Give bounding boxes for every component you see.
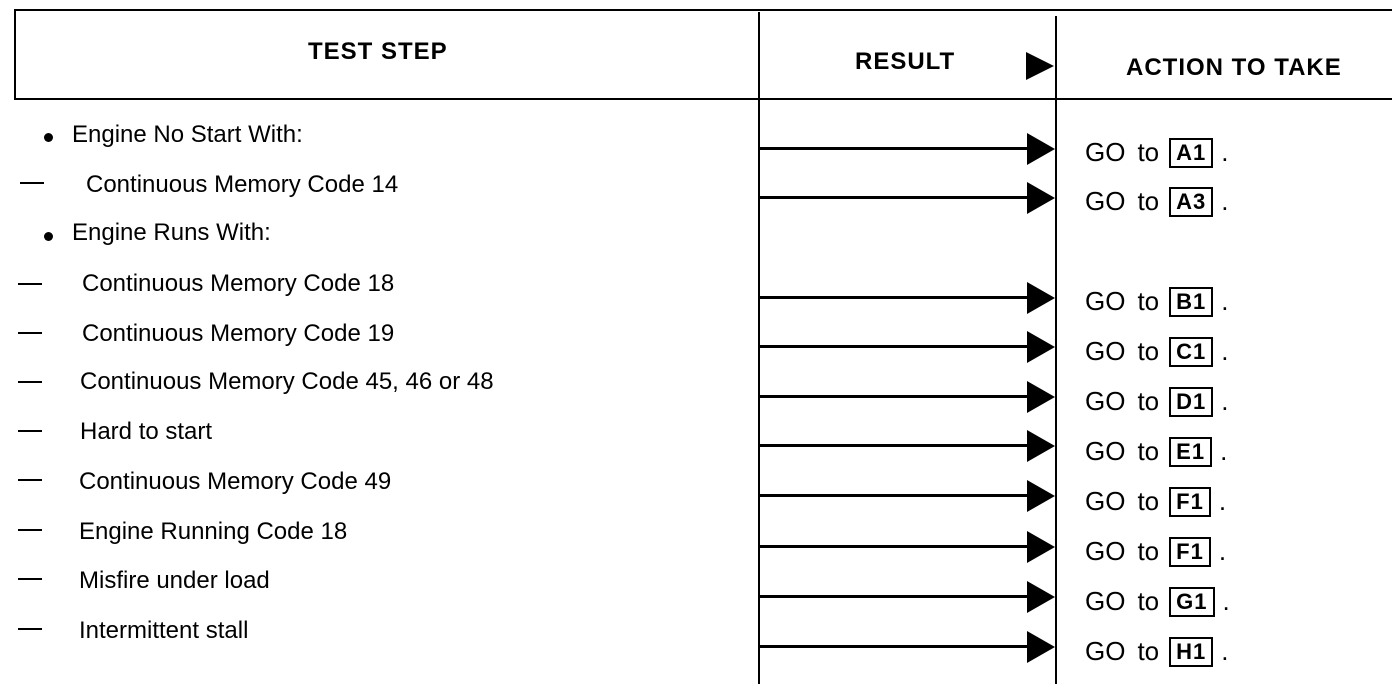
action-go-word: GO: [1085, 137, 1126, 167]
test-step-text: Continuous Memory Code 49: [79, 468, 392, 495]
action-goto: [1085, 386, 1229, 417]
pinpoint-test-ref[interactable]: D1: [1169, 387, 1213, 417]
result-arrow-line: [760, 395, 1030, 398]
result-arrow-icon: [1027, 182, 1055, 214]
result-arrow-icon: [1027, 480, 1055, 512]
result-arrow-icon: [1027, 133, 1055, 165]
header-test-step: TEST STEP: [308, 38, 448, 65]
dash-marker: [20, 182, 44, 184]
action-goto: [1085, 536, 1226, 567]
action-go-word: GO: [1085, 586, 1126, 616]
column-divider-1: [758, 12, 760, 684]
action-period: .: [1218, 536, 1227, 566]
pinpoint-test-ref[interactable]: G1: [1169, 587, 1214, 617]
action-goto: [1085, 137, 1229, 168]
dash-marker: [18, 283, 42, 285]
dash-marker: [18, 529, 42, 531]
action-to-word: to: [1137, 336, 1160, 366]
top-rule: [14, 9, 1392, 11]
result-arrow-line: [760, 444, 1030, 447]
dash-marker: [18, 430, 42, 432]
result-arrow-icon: [1027, 631, 1055, 663]
test-step-text: Hard to start: [80, 418, 213, 445]
action-period: .: [1220, 436, 1228, 466]
pinpoint-test-ref[interactable]: A3: [1169, 187, 1213, 217]
result-arrow-icon: [1027, 282, 1055, 314]
column-divider-2: [1055, 16, 1057, 684]
action-go-word: GO: [1085, 386, 1126, 416]
action-to-word: to: [1137, 286, 1160, 316]
result-arrow-icon: [1027, 531, 1055, 563]
action-goto: [1085, 586, 1230, 617]
action-period: .: [1221, 137, 1229, 167]
header-bottom-rule: [14, 98, 1392, 100]
result-arrow-line: [760, 645, 1030, 648]
result-arrow-icon: [1027, 331, 1055, 363]
bullet-marker: [44, 232, 53, 241]
header-arrow-icon: [1026, 52, 1054, 80]
action-goto: [1085, 636, 1229, 667]
pinpoint-test-ref[interactable]: F1: [1169, 537, 1211, 567]
action-go-word: GO: [1085, 286, 1126, 316]
result-arrow-icon: [1027, 581, 1055, 613]
action-to-word: to: [1137, 636, 1160, 666]
result-arrow-line: [760, 147, 1030, 150]
bullet-marker: [44, 133, 53, 142]
header-result: RESULT: [855, 48, 956, 75]
dash-marker: [18, 381, 42, 383]
test-step-text: Continuous Memory Code 45, 46 or 48: [80, 368, 494, 395]
action-to-word: to: [1137, 436, 1160, 466]
action-go-word: GO: [1085, 186, 1126, 216]
action-to-word: to: [1137, 386, 1160, 416]
test-step-text: Engine Running Code 18: [79, 518, 348, 545]
header-action: ACTION TO TAKE: [1126, 54, 1342, 81]
action-to-word: to: [1137, 137, 1160, 167]
action-to-word: to: [1137, 586, 1160, 616]
dash-marker: [18, 578, 42, 580]
action-period: .: [1221, 386, 1229, 416]
action-go-word: GO: [1085, 486, 1126, 516]
action-goto: [1085, 336, 1229, 367]
pinpoint-test-ref[interactable]: H1: [1169, 637, 1213, 667]
pinpoint-test-ref[interactable]: F1: [1169, 487, 1211, 517]
action-period: .: [1221, 186, 1229, 216]
action-to-word: to: [1137, 486, 1160, 516]
action-go-word: GO: [1085, 536, 1126, 566]
dash-marker: [18, 628, 42, 630]
action-period: .: [1222, 586, 1230, 616]
result-arrow-line: [760, 196, 1030, 199]
action-go-word: GO: [1085, 636, 1126, 666]
action-goto: [1085, 486, 1226, 517]
result-arrow-icon: [1027, 430, 1055, 462]
result-arrow-line: [760, 296, 1030, 299]
test-step-text: Continuous Memory Code 14: [86, 171, 399, 198]
pinpoint-test-ref[interactable]: A1: [1169, 138, 1213, 168]
action-to-word: to: [1137, 186, 1160, 216]
test-step-text: Engine No Start With:: [72, 121, 303, 148]
action-go-word: GO: [1085, 436, 1126, 466]
test-step-text: Intermittent stall: [79, 617, 249, 644]
action-go-word: GO: [1085, 336, 1126, 366]
pinpoint-test-ref[interactable]: B1: [1169, 287, 1213, 317]
result-arrow-line: [760, 545, 1030, 548]
test-step-text: Engine Runs With:: [72, 219, 271, 246]
test-step-text: Continuous Memory Code 19: [82, 320, 395, 347]
action-goto: [1085, 286, 1229, 317]
test-step-text: Misfire under load: [79, 567, 270, 594]
result-arrow-icon: [1027, 381, 1055, 413]
action-period: .: [1221, 636, 1229, 666]
result-arrow-line: [760, 345, 1030, 348]
action-period: .: [1218, 486, 1227, 516]
dash-marker: [18, 479, 42, 481]
action-goto: [1085, 186, 1229, 217]
dash-marker: [18, 332, 42, 334]
test-step-text: Continuous Memory Code 18: [82, 270, 395, 297]
result-arrow-line: [760, 595, 1030, 598]
pinpoint-test-ref[interactable]: E1: [1169, 437, 1212, 467]
action-goto: [1085, 436, 1227, 467]
action-to-word: to: [1137, 536, 1160, 566]
action-period: .: [1221, 336, 1229, 366]
left-rule: [14, 9, 16, 99]
pinpoint-test-ref[interactable]: C1: [1169, 337, 1213, 367]
result-arrow-line: [760, 494, 1030, 497]
action-period: .: [1221, 286, 1229, 316]
